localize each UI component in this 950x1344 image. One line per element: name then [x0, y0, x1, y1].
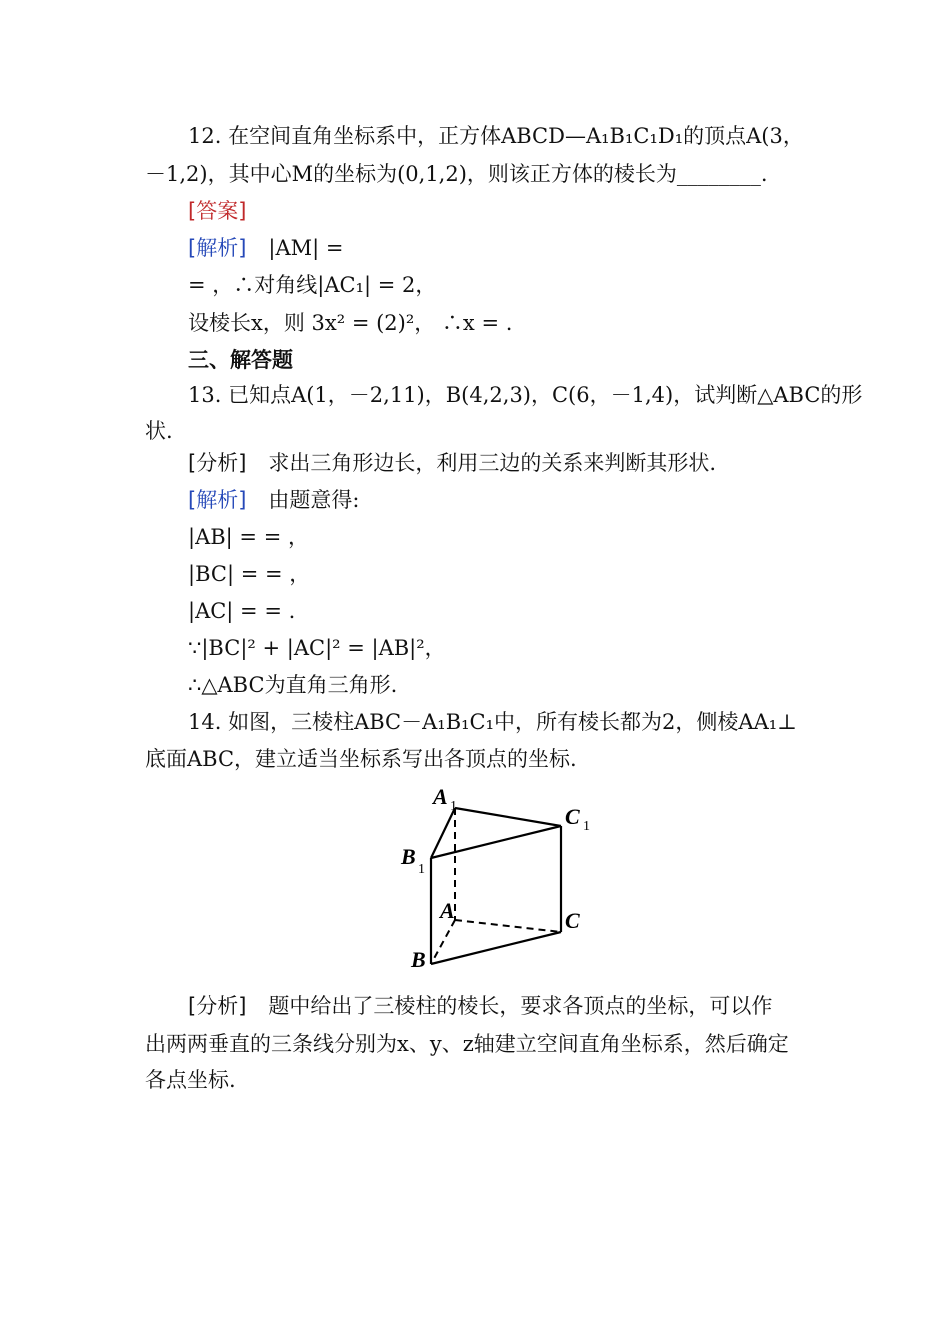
edge-a1b1 [431, 808, 455, 858]
q12-analysis-line-b: = ，∴对角线|AC₁| = 2， [188, 273, 437, 297]
q13-line-1: 13. 已知点A(1，－2,11)，B(4,2,3)，C(6，－1,4)，试判断△ABC的形 [188, 383, 863, 407]
analysis-text: |AM| = [268, 236, 344, 260]
label-b: B [411, 947, 426, 972]
q13-bc: |BC| = = ， [188, 562, 311, 586]
section-heading: 三、解答题 [188, 348, 293, 372]
prism-figure [395, 782, 605, 972]
label-b1: B [401, 844, 416, 869]
edge-ac-hidden [455, 920, 561, 932]
q13-ac: |AC| = = . [188, 599, 296, 623]
edge-ab-hidden [431, 920, 455, 964]
q13-jiexi-line [188, 486, 359, 514]
label-b1-sub: 1 [418, 862, 425, 877]
jiexi-tag: [解析] [188, 488, 247, 512]
label-c1-sub: 1 [583, 819, 590, 834]
jiexi-text: 由题意得: [268, 488, 360, 512]
label-c1: C [565, 804, 580, 829]
q13-line-2: 状. [145, 419, 173, 443]
q12-analysis-line-c: 设棱长x，则 3x² = (2)²， ∴x = . [188, 311, 513, 335]
label-a1: A [433, 784, 448, 809]
q14-fenxi-line-2: 出两两垂直的三条线分别为x、y、z轴建立空间直角坐标系，然后确定 [145, 1032, 789, 1056]
q14-line-2: 底面ABC，建立适当坐标系写出各顶点的坐标. [145, 747, 577, 771]
q13-ab: |AB| = = ， [188, 525, 309, 549]
q13-because: ∵|BC|² + |AC|² = |AB|²， [188, 636, 446, 660]
edge-bc [431, 932, 561, 964]
edge-b1c1 [431, 826, 561, 858]
fenxi-text: 求出三角形边长，利用三边的关系来判断其形状. [268, 451, 717, 475]
q13-fenxi-line [188, 449, 716, 477]
edge-a1c1 [455, 808, 561, 826]
q14-fenxi-line-3: 各点坐标. [145, 1068, 236, 1092]
label-c: C [565, 908, 580, 933]
label-a1-sub: 1 [450, 799, 457, 814]
q12-line-2: －1,2)，其中心M的坐标为(0,1,2)，则该正方体的棱长为________. [145, 162, 768, 186]
q14-fenxi-tag: [分析] [188, 994, 247, 1018]
answer-tag: [答案] [188, 199, 247, 223]
q12-analysis-line [188, 234, 343, 262]
analysis-tag: [解析] [188, 236, 247, 260]
q13-therefore: ∴△ABC为直角三角形. [188, 673, 398, 697]
label-a: A [440, 898, 455, 923]
q14-fenxi-line-1 [188, 992, 772, 1020]
q14-fenxi-text-1: 题中给出了三棱柱的棱长，要求各顶点的坐标，可以作 [268, 994, 773, 1018]
fenxi-tag: [分析] [188, 451, 247, 475]
q14-line-1: 14. 如图，三棱柱ABC－A₁B₁C₁中，所有棱长都为2，侧棱AA₁⊥ [188, 710, 797, 734]
q12-answer-tag [188, 197, 246, 225]
q12-line-1: 12. 在空间直角坐标系中，正方体ABCD—A₁B₁C₁D₁的顶点A(3， [188, 124, 804, 148]
